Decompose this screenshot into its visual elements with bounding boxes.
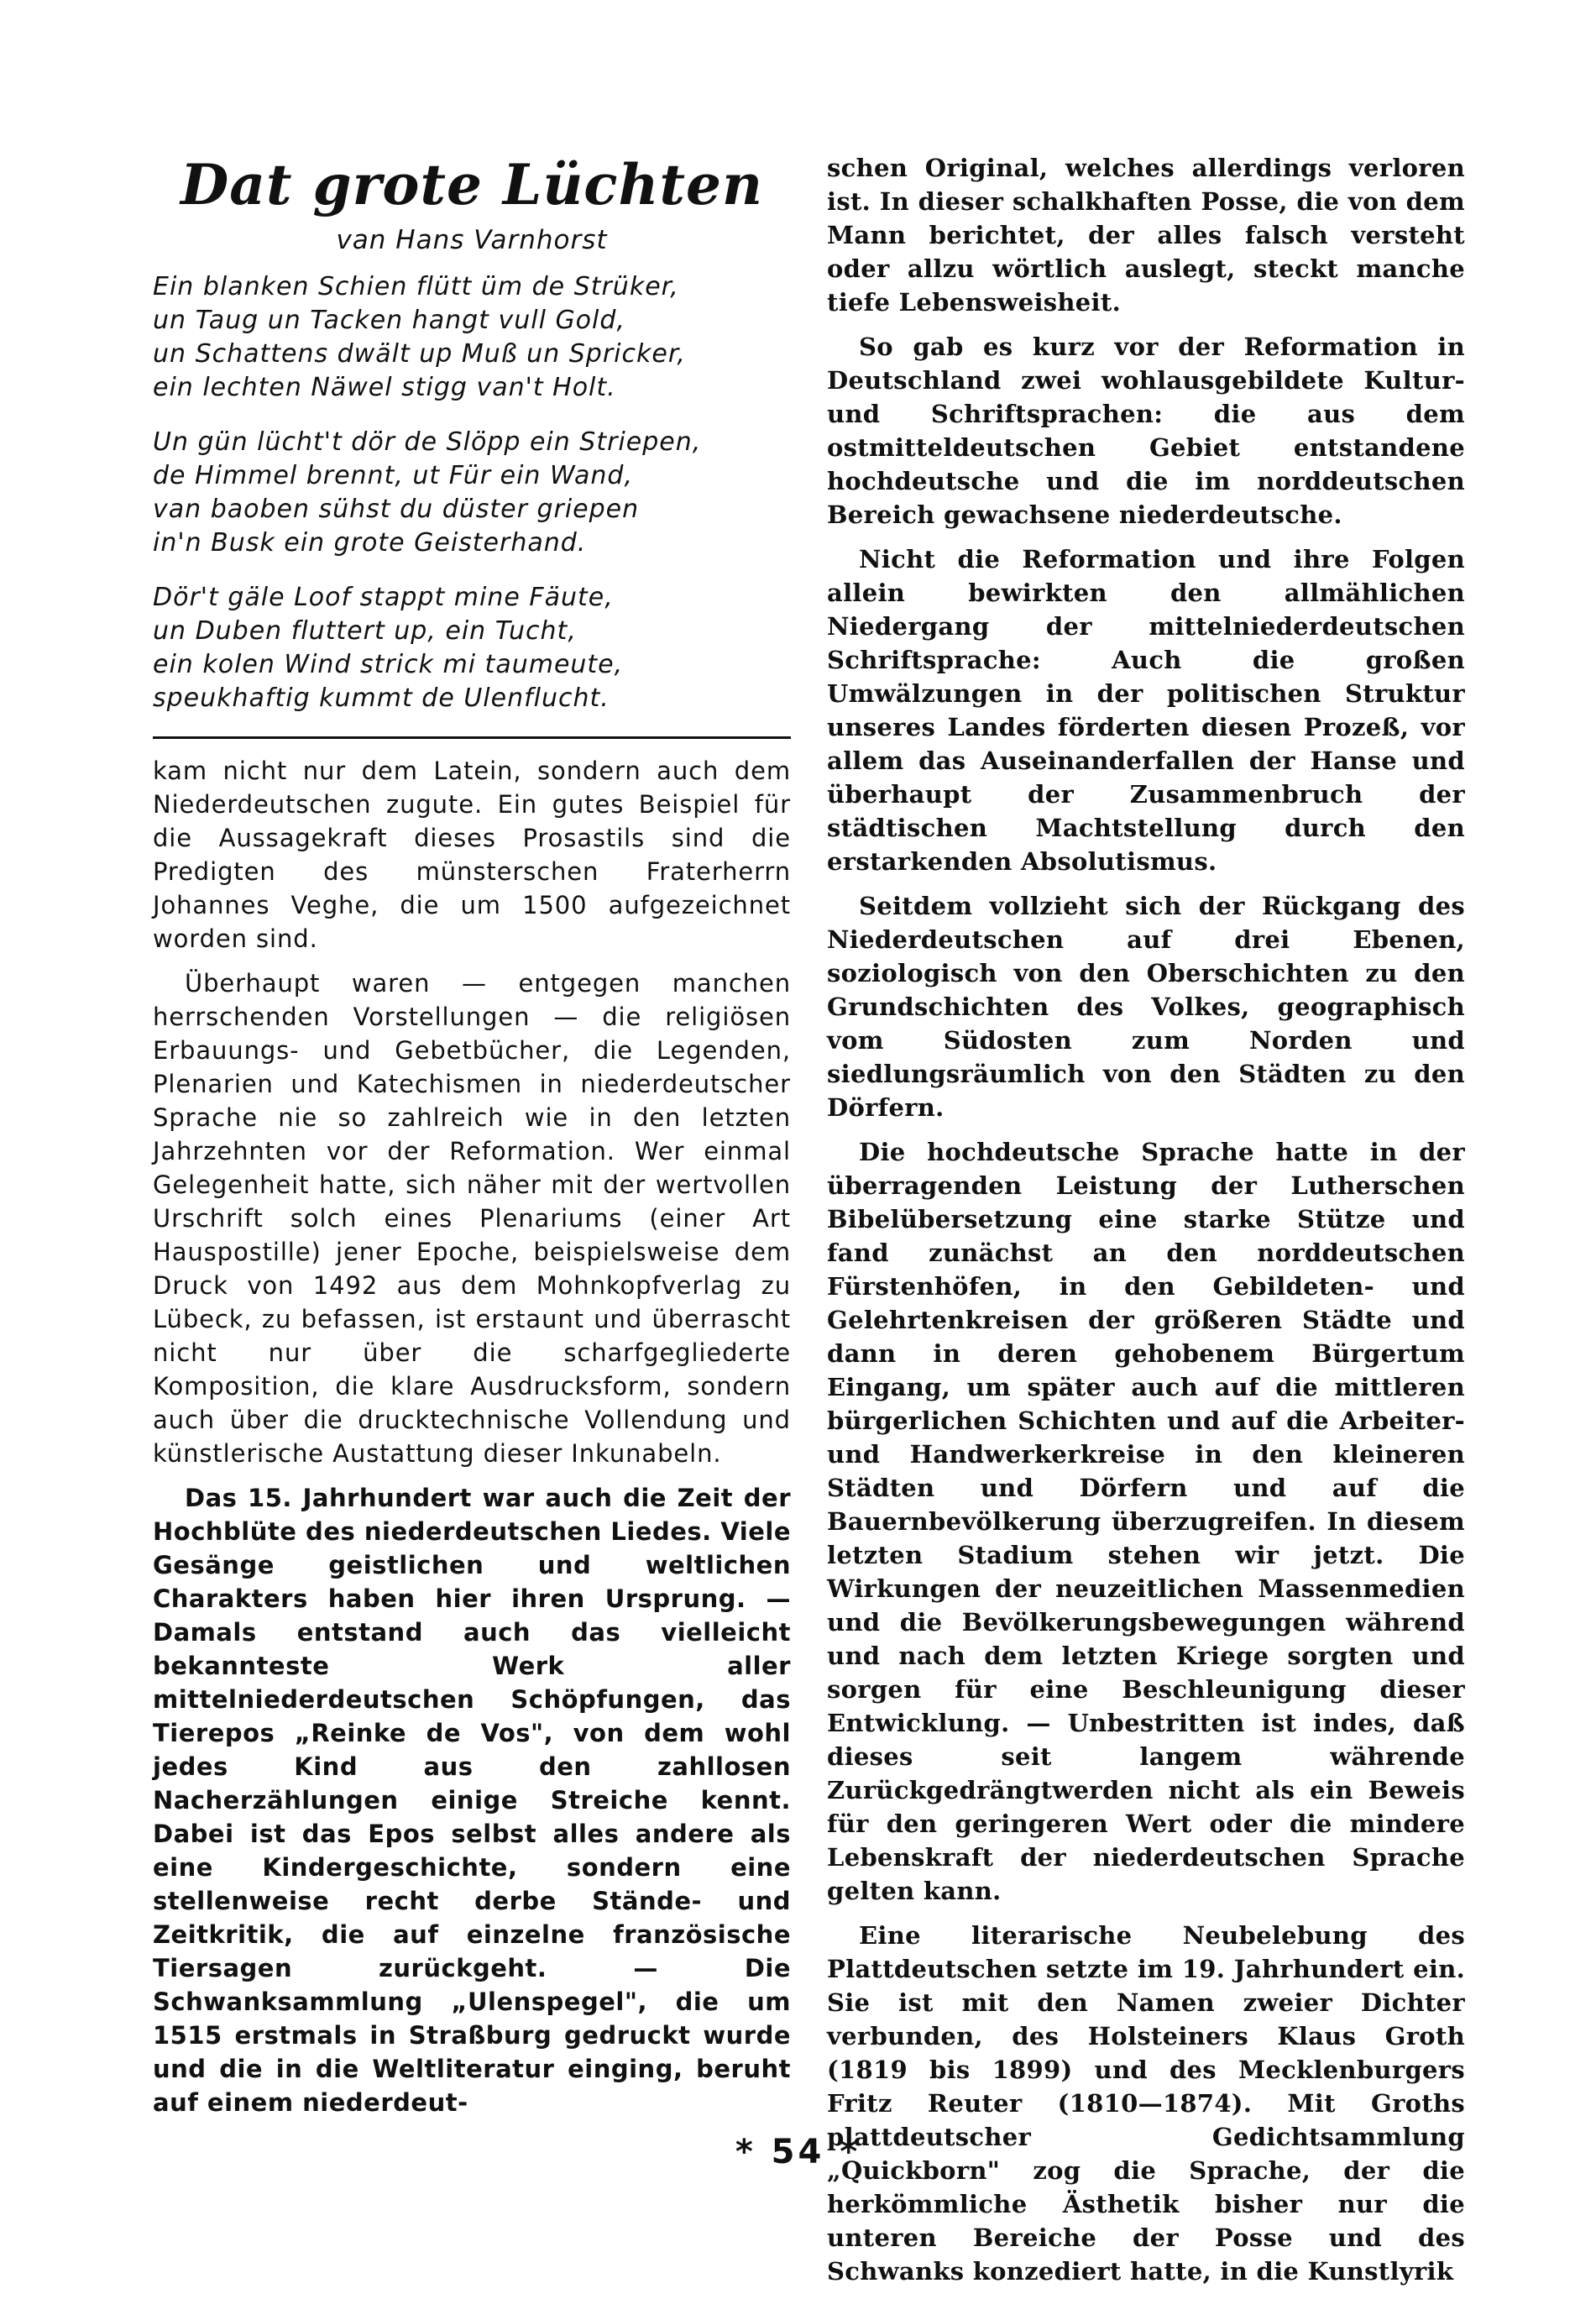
poem-stanza	[153, 426, 791, 560]
body-paragraph: Das 15. Jahrhundert war auch die Zeit der Hochblüte des niederdeutschen Liedes. Viele Gesänge geistlichen und weltlichen Charakters haben hier ihren Ursprung. — Damals entstand auch das vielleicht bekannteste Werk aller mittelniederdeutschen Schöpfungen, das Tierepos „Reinke de Vos", von dem wohl jedes Kind aus den zahllosen Nacherzählungen einige Streiche kennt. Dabei ist das Epos selbst alles andere als eine Kindergeschichte, sondern eine stellenweise recht derbe Stände- und Zeitkritik, die auf einzelne französische Tiersagen zurückgeht. — Die Schwanksammlung „Ulenspegel", die um 1515 erstmals in Straßburg gedruckt wurde und die in die Weltliteratur einging, beruht auf einem niederdeut-	[153, 1484, 791, 2117]
poem-line: ein kolen Wind strick mi taumeute,	[153, 650, 624, 679]
body-paragraph: Nicht die Reformation und ihre Folgen allein bewirkten den allmählichen Niedergang der mittelniederdeutschen Schriftsprache: Auch die großen Umwälzungen in der politischen Struktur unseres Landes förderten diesen Prozeß, vor allem das Auseinanderfallen der Hanse und überhaupt der Zusammenbruch der städtischen Machtstellung durch den erstarkenden Absolutismus.	[827, 545, 1465, 876]
body-paragraph: So gab es kurz vor der Reformation in Deutschland zwei wohlausgebildete Kultur- und Schriftsprachen: die aus dem ostmitteldeutschen Gebiet entstandene hochdeutsche und die im norddeutschen Bereich gewachsene niederdeutsche.	[827, 333, 1465, 529]
poem-line: un Taug un Tacken hangt vull Gold,	[153, 306, 625, 335]
poem-line: ein lechten Näwel stigg van't Holt.	[153, 373, 616, 402]
body-paragraph: Eine literarische Neubelebung des Plattdeutschen setzte im 19. Jahrhundert ein. Sie ist mit den Namen zweier Dichter verbunden, des Holsteiners Klaus Groth (1819 bis 1899) und des Mecklenburgers Fritz Reuter (1810—1874). Mit Groths plattdeutscher Gedichtsammlung „Quickborn" zog die Sprache, der die herkömmliche Ästhetik bisher nur die unteren Bereiche der Posse und des Schwanks konzediert hatte, in die Kunstlyrik	[827, 1921, 1465, 2286]
body-paragraph: schen Original, welches allerdings verloren ist. In dieser schalkhaften Posse, die von dem Mann berichtet, der alles falsch versteht oder allzu wörtlich auslegt, steckt manche tiefe Lebensweisheit.	[827, 154, 1465, 317]
poem-line: un Schattens dwält up Muß un Spricker,	[153, 339, 686, 369]
article-title: Dat grote Lüchten	[181, 152, 763, 217]
poem-stanza	[153, 581, 791, 715]
poem-line: un Duben fluttert up, ein Tucht,	[153, 616, 577, 646]
poem-stanza	[153, 270, 791, 405]
left-column	[153, 151, 791, 2130]
body-paragraph: Die hochdeutsche Sprache hatte in der überragenden Leistung der Lutherschen Bibelübersetzung eine starke Stütze und fand zunächst an den norddeutschen Fürstenhöfen, in den Gebildeten- und Gelehrtenkreisen der größeren Städte und dann in deren gehobenem Bürgertum Eingang, um später auch auf die mittleren bürgerlichen Schichten und auf die Arbeiter- und Handwerkerkreise in den kleineren Städten und Dörfern und auf die Bauernbevölkerung überzugreifen. In diesem letzten Stadium stehen wir jetzt. Die Wirkungen der neuzeitlichen Massenmedien und die Bevölkerungsbewegungen während und nach dem letzten Kriege sorgten und sorgen für eine Beschleunigung dieser Entwicklung. — Unbestritten ist indes, daß dieses seit langem währende Zurückgedrängtwerden nicht als ein Beweis für den geringeren Wert oder die mindere Lebenskraft der niederdeutschen Sprache gelten kann.	[827, 1138, 1465, 1905]
body-paragraph: Seitdem vollzieht sich der Rückgang des Niederdeutschen auf drei Ebenen, soziologisch von den Oberschichten zu den Grundschichten des Volkes, geographisch vom Südosten zum Norden und siedlungsräumlich von den Städten zu den Dörfern.	[827, 892, 1465, 1122]
poem	[153, 270, 791, 715]
poem-line: Ein blanken Schien flütt üm de Strüker,	[153, 272, 679, 301]
poem-line: in'n Busk ein grote Geisterhand.	[153, 528, 587, 558]
poem-line: Un gün lücht't dör de Slöpp ein Striepen,	[153, 427, 702, 457]
section-divider	[153, 736, 791, 739]
poem-line: de Himmel brennt, ut Für ein Wand,	[153, 461, 633, 490]
poem-line: van baoben sühst du düster griepen	[153, 495, 640, 524]
page-number: * 54 *	[735, 2133, 861, 2171]
article-author: van Hans Varnhorst	[336, 225, 608, 255]
body-paragraph: Überhaupt waren — entgegen manchen herrschenden Vorstellungen — die religiösen Erbauungs- und Gebetbücher, die Legenden, Plenarien und Katechismen in niederdeutscher Sprache nie so zahlreich wie in den letzten Jahrzehnten vor der Reformation. Wer einmal Gelegenheit hatte, sich näher mit der wertvollen Urschrift solch eines Plenariums (einer Art Hauspostille) jener Epoche, beispielsweise dem Druck von 1492 aus dem Mohnkopfverlag zu Lübeck, zu befassen, ist erstaunt und überrascht nicht nur über die scharfgegliederte Komposition, die klare Ausdrucksform, sondern auch über die drucktechnische Vollendung und künstlerische Austattung dieser Inkunabeln.	[153, 969, 791, 1468]
poem-line: speukhaftig kummt de Ulenflucht.	[153, 683, 610, 713]
body-paragraph: kam nicht nur dem Latein, sondern auch dem Niederdeutschen zugute. Ein gutes Beispiel für die Aussagekraft dieses Prosastils sind die Predigten des münsterschen Fraterherrn Johannes Veghe, die um 1500 aufgezeichnet worden sind.	[153, 757, 791, 953]
right-column	[827, 151, 1465, 2299]
poem-line: Dör't gäle Loof stappt mine Fäute,	[153, 583, 614, 612]
